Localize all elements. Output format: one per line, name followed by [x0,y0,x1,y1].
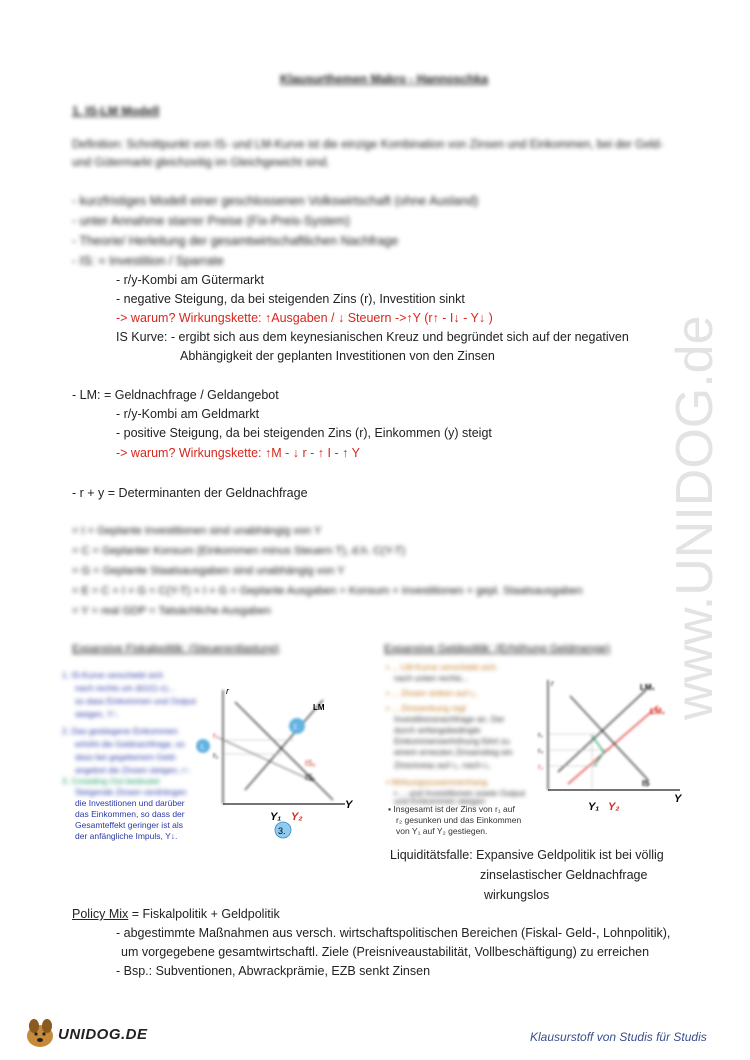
blur-list-item: = Y = real GDP = Tatsächliche Ausgaben [72,605,271,617]
policy-mix-heading [72,905,280,924]
is2-label: IS₂ [305,759,316,768]
left-note: nach rechts um ΔG/(1-c)... [75,683,175,693]
policy-mix-definition: = Fiskalpolitik + Geldpolitik [128,907,280,921]
axis-r-label: r [551,679,554,688]
y2-label: Y₂ [608,801,620,813]
liquidity-line: zinselastischer Geldnachfrage [480,868,648,882]
section-heading: 1. IS-LM Modell [72,104,160,118]
lm1-label: LM₁ [640,683,655,692]
is-line: - r/y-Kombi am Gütermarkt [116,273,264,287]
left-note-clear: Gesamteffekt geringer ist als [75,820,184,830]
r1-label: r₁ [213,751,219,760]
r3-label: r₃ [538,748,544,755]
right-note: nach unten rechts... [394,673,469,683]
left-note: so dass Einkommen und Output [75,696,196,706]
intro-bullet: - Theorie/ Herleitung der gesamtwirtschaftlichen Nachfrage [72,234,399,248]
liquidity-line: Liquiditätsfalle: Expansive Geldpolitik ist bei völlig [390,848,664,862]
right-note: ▪ ... LM-Kurve verschiebt sich [386,662,497,672]
determinants-line: - r + y = Determinanten der Geldnachfrage [72,486,308,500]
is-chain-line: -> warum? Wirkungskette: ↑Ausgaben / ↓ Steuern ->↑Y (r↑ - I↓ - Y↓ ) [116,311,493,325]
policy-mix-line: um vorgegebene gesamtwirtschaftl. Ziele (Preisniveaustabilität, Vollbeschäftigung) zu erreichen [121,945,650,959]
is-curve-line: IS Kurve: - ergibt sich aus dem keynesianischen Kreuz und begründet sich auf der negativen [116,330,629,344]
lm-line: - positive Steigung, da bei steigenden Zins (r), Einkommen (y) steigt [116,426,492,440]
lm-line: - r/y-Kombi am Geldmarkt [116,407,260,421]
liquidity-line: wirkungslos [484,888,550,902]
right-note: ▪ ... und Investitionen sowie Output [394,788,526,798]
left-note: Steigende Zinsen verdrängen [75,787,187,797]
step-1-marker: 1. [200,744,206,751]
watermark-text: www.UNIDOG.de [666,315,724,720]
left-note: angebot die Zinsen steigen, r↑. [75,765,192,775]
axis-y-label: Y [345,799,353,811]
r1-label: r₁ [538,732,543,739]
left-graph-caption: Expansive Fiskalpolitik: (Steuerentlastung) [72,643,280,655]
policy-mix-term: Policy Mix [72,907,129,921]
is-label: IS [642,779,650,788]
axis-y-label: Y [674,793,682,805]
is1-label: IS₁ [305,773,316,782]
right-note-clear: von Y₁ auf Y₂ gestiegen. [396,826,488,836]
is-line: - negative Steigung, da bei steigenden Zins (r), Investition sinkt [116,292,465,306]
axis-r-label: r [226,686,229,696]
islm-fiscal-graph [195,680,365,840]
step-3-marker: 3. [278,826,286,836]
blur-list-item: = I = Geplante Investitionen sind unabhängig von Y [72,525,322,537]
watermark [640,280,750,740]
intro-bullet: - unter Annahme starrer Preise (Fix-Preis-System) [72,214,350,228]
left-note: 3. Crowding Out bedeutet: [62,776,162,786]
y1-label: Y₁ [588,801,600,813]
right-note: einem erneuten Zinsanstieg ein [394,747,513,757]
lm-chain-line: -> warum? Wirkungskette: ↑M - ↓ r - ↑ I - ↑ Y [116,446,360,460]
document-title: Klausurthemen Makro - Hannoschka [280,72,489,86]
left-note-clear: das Einkommen, so dass der [75,809,185,819]
left-note: 1. IS-Kurve verschiebt sich [62,670,164,680]
left-note: erhöht die Geldnachfrage, so [75,739,185,749]
unidog-logo-icon [22,1014,58,1050]
blur-list-item: = E = C + I + G = C(Y-T) + I + G = Geplante Ausgaben = Konsum + Investitionen + gepl. Staatsausgaben [72,585,583,597]
lm-heading-line: - LM: = Geldnachfrage / Geldangebot [72,388,279,402]
right-note: ▪ ... Zinsen sinken auf r₂. [386,688,479,698]
footer-slogan: Klausurstoff von Studis für Studis [530,1030,707,1044]
left-note-clear: der anfängliche Impuls, Y↓. [75,831,178,841]
step-2-marker: 2. [293,724,299,731]
policy-mix-line: - Bsp.: Subventionen, Abwrackprämie, EZB senkt Zinsen [116,964,431,978]
right-note: und Einkommen steigen [394,796,486,806]
right-note: ▪ ... Zinssenkung regt [386,703,467,713]
intro-bullet: - IS: = Investition / Sparrate [72,254,224,268]
right-note-clear: ▪ Insgesamt ist der Zins von r₁ auf [388,804,515,814]
blur-list-item: = C = Geplanter Konsum (Einkommen minus Steuern T), d.h. C(Y-T) [72,545,406,557]
left-note-clear: die Investitionen und darüber [75,798,185,808]
definition-paragraph: Definition: Schnittpunkt von IS- und LM-Kurve ist die einzige Kombination von Zinsen und Einkommen, bei der Geld- und Gütermarkt gleichzeitig im Gleichgewicht sind. [72,139,664,169]
right-note: ▪ Wirkungszusammenhang [386,777,488,787]
lm-label: LM [313,703,325,712]
right-note: Zinsniveau auf r₂, nach r₁. [394,760,492,770]
lm2-label: LM₂ [650,707,666,716]
blur-list-item: = G = Geplante Staatsausgaben sind unabhängig von Y [72,565,345,577]
left-note: 2. Das gestiegene Einkommen [62,726,178,736]
right-graph-caption: Expansive Geldpolitik: (Erhöhung Geldmenge) [384,643,611,655]
left-note: steigen, Y↑. [75,709,120,719]
y2-label: Y₂ [291,811,303,823]
right-note-clear: r₂ gesunken und das Einkommen [396,815,522,825]
right-note: Einkommenserhöhung führt zu [394,736,510,746]
policy-mix-line: - abgestimmte Maßnahmen aus versch. wirtschaftspolitischen Bereichen (Fiskal- Geld-, Lohnpolitik), [116,926,671,940]
logo-text: UNIDOG.DE [58,1026,148,1043]
y1-label: Y₁ [270,811,282,823]
is-curve-line: Abhängigkeit der geplanten Investitionen von den Zinsen [180,349,495,363]
right-note: durch anfangsbedingte [394,725,481,735]
r2-label: r₂ [538,764,544,771]
r2-label: r₂ [213,731,219,740]
left-note: dass bei gegebenem Geld- [75,752,178,762]
right-note: Investitionsnachfrage an. Der [394,714,505,724]
intro-bullet: - kurzfristiges Modell einer geschlossenen Volkswirtschaft (ohne Ausland) [72,194,479,208]
